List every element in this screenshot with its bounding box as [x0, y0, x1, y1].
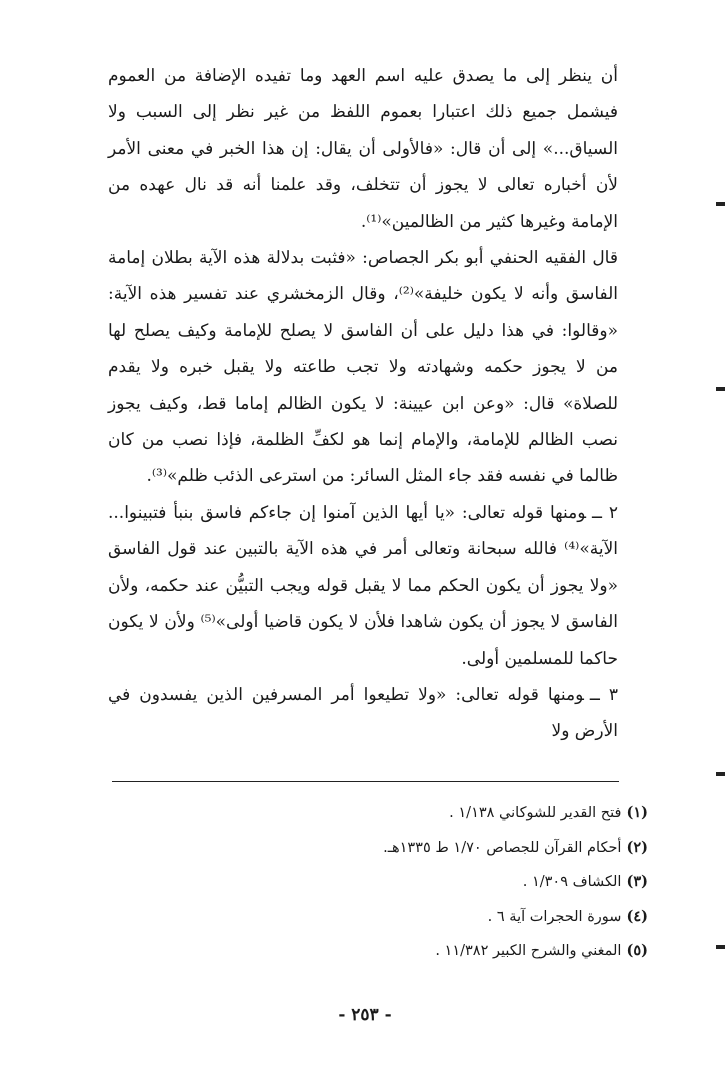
list-item-2-number: ٢ ــ [592, 502, 618, 523]
footnotes [300, 796, 648, 969]
list-item-2-text: ومنها قوله تعالى: «يا أيها الذين آمنوا إن جاءكم فاسق بنبأ فتبينوا... الآية»⁽⁴⁾ فالله سبحانة وتعالى أمر في هذه الآية بالتبين عند قول الفاسق «ولا يجوز أن يكون الحكم مما لا يقبل قوله ويجب التبيُّن عند حكمه، ولأن الفاسق لا يجوز أن يكون شاهدا فلأن لا يكون قاضيا أولى»⁽⁵⁾ ولأن لا يكون حاكما للمسلمين أولى. [108, 502, 618, 669]
footnote-number: (٢) [626, 838, 648, 856]
scan-edge-mark [716, 202, 725, 206]
footnote [300, 831, 648, 866]
page-number: - ٢٥٣ - [338, 1005, 392, 1025]
footnote-number: (٣) [626, 873, 648, 890]
footnote [300, 934, 648, 969]
list-item-3 [108, 677, 618, 750]
footnote-number: (١) [626, 804, 648, 821]
footnote-text: المغني والشرح الكبير ١١/٣٨٢ . [435, 943, 622, 959]
paragraph-1: أن ينظر إلى ما يصدق عليه اسم العهد وما تفيده الإضافة من العموم فيشمل جميع ذلك اعتبارا بعموم اللفظ من غير نظر إلى السبب ولا السياق...» إلى أن قال: «فالأولى أن يقال: إن هذا الخبر في معنى الأمر لأن أخباره تعالى لا يجوز أن تتخلف، وقد علمنا أنه قد نال عهده من الإمامة وغيرها كثير من الظالمين»⁽¹⁾. [108, 66, 618, 232]
list-item-3-number: ٣ ــ [589, 684, 618, 705]
footnote-number: (٤) [626, 907, 648, 925]
footnote [300, 865, 648, 900]
scan-edge-mark [716, 387, 725, 391]
list-item-3-text: ومنها قوله تعالى: «ولا تطيعوا أمر المسرفين الذين يفسدون في الأرض ولا [108, 684, 618, 742]
footnote-text: فتح القدير للشوكاني ١/١٣٨ . [449, 805, 622, 821]
footnote [300, 796, 648, 831]
footnote-divider [112, 781, 619, 782]
footnote-text: سورة الحجرات آية ٦ . [487, 908, 622, 925]
paragraph-2: قال الفقيه الحنفي أبو بكر الجصاص: «فثبت بدلالة هذه الآية بطلان إمامة الفاسق وأنه لا يكون خليفة»⁽²⁾، وقال الزمخشري عند تفسير هذه الآية: «وقالوا: في هذا دليل على أن الفاسق لا يصلح للإمامة وكيف يصلح لها من لا يجوز حكمه وشهادته ولا تجب طاعته ولا يقبل خبره ولا يقدم للصلاة» قال: «وعن ابن عيينة: لا يكون الظالم إماما قط، وكيف يجوز نصب الظالم للإمامة، والإمام إنما هو لكفِّ الظلمة، فإذا نصب من كان ظالما في نفسه فقد جاء المثل السائر: من استرعى الذئب ظلم»⁽³⁾. [108, 248, 619, 487]
footnote-text: أحكام القرآن للجصاص ١/٧٠ ط ١٣٣٥هـ. [383, 839, 622, 856]
footnote [300, 900, 648, 935]
footnote-number: (٥) [626, 942, 648, 959]
scan-edge-mark [716, 945, 725, 949]
footnote-text: الكشاف ١/٣٠٩ . [522, 874, 622, 890]
scan-edge-mark [716, 772, 725, 776]
main-text [108, 58, 618, 750]
list-item-2 [108, 495, 618, 677]
